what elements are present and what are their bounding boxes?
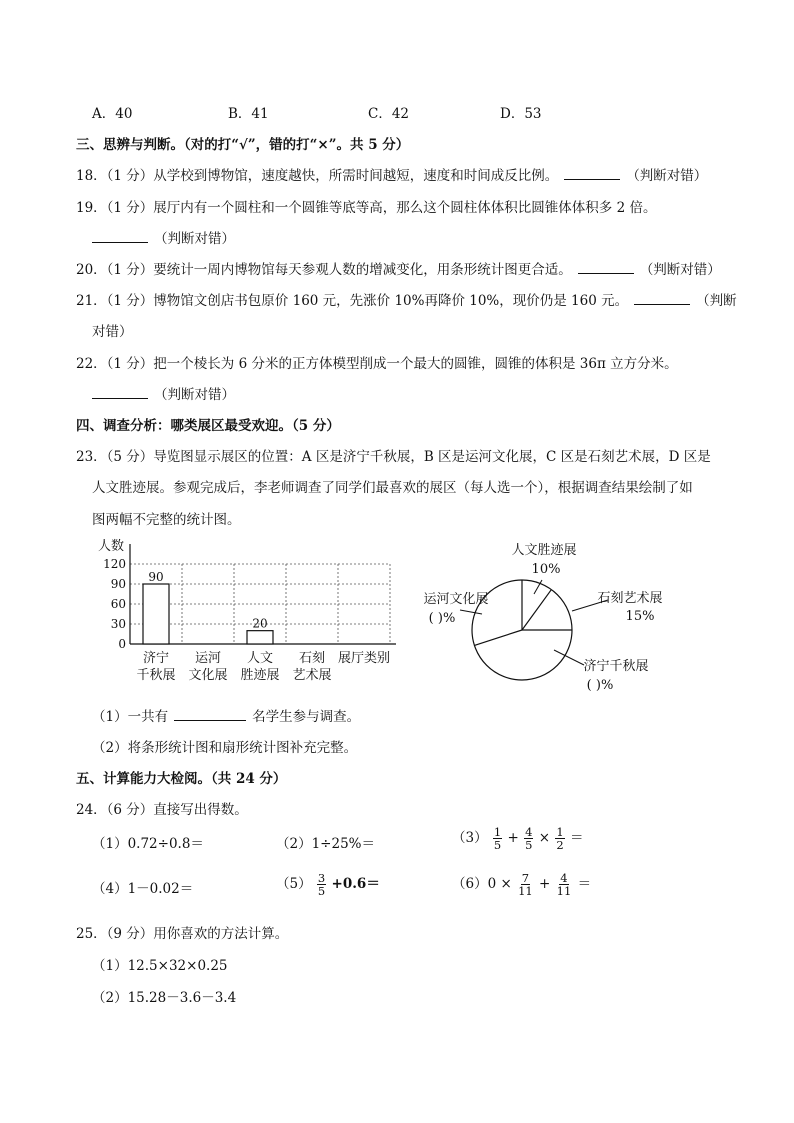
answer-blank-total-students[interactable]: [174, 706, 246, 721]
question-21-line2: 对错）: [92, 324, 133, 340]
x-category-label-line1: 石刻: [298, 651, 326, 666]
sub-question-1-pre: （1）一共有: [92, 709, 169, 725]
bar-data-label: 90: [148, 570, 164, 584]
operator: +: [539, 876, 551, 892]
calc-1: （1）0.72÷0.8＝: [92, 836, 204, 852]
calc-5-label: （5）: [276, 876, 312, 892]
numerator: 4: [560, 871, 568, 885]
calc-4: （4）1－0.02＝: [92, 881, 194, 897]
answer-blank-19[interactable]: [92, 228, 148, 243]
x-category-label-line1: 人文: [246, 651, 274, 666]
pie-chart: [412, 532, 682, 702]
choice-c: C．42: [368, 106, 410, 122]
numerator: 4: [525, 825, 533, 839]
pie-slice-label: 石刻艺术展: [597, 591, 663, 606]
answer-blank-18[interactable]: [564, 165, 620, 180]
answer-blank-22[interactable]: [92, 384, 148, 399]
x-category-label-line2: 千秋展: [136, 668, 176, 683]
bar-chart: [88, 532, 428, 692]
question-18-tail: （判断对错）: [626, 168, 708, 184]
fraction: [556, 872, 573, 897]
calc-5: [276, 872, 380, 897]
x-category-label-line2: 胜迹展: [240, 668, 280, 683]
question-20: [76, 258, 721, 278]
section5-title: 五、计算能力大检阅。（共 24 分）: [76, 771, 287, 787]
calc-d1: （1）12.5×32×0.25: [92, 958, 228, 974]
section3-title: 三、思辨与判断。（对的打“√”，错的打“×”。共 5 分）: [76, 137, 410, 153]
question-23-line3: 图两幅不完整的统计图。: [92, 512, 241, 528]
fraction: [524, 826, 533, 851]
numerator: 1: [556, 825, 564, 839]
x-category-label-line2: 文化展: [188, 668, 228, 683]
denominator: 11: [518, 884, 533, 898]
question-20-text: 20．（1 分）要统计一周内博物馆每天参观人数的增减变化，用条形统计图更合适。: [76, 262, 572, 278]
answer-blank-20[interactable]: [578, 259, 634, 274]
y-tick-label: 30: [110, 617, 126, 631]
calc-6: [452, 872, 591, 897]
question-21-line1: [76, 289, 737, 309]
y-tick-label: 0: [118, 637, 126, 651]
operator: +: [507, 830, 519, 846]
x-category-label-line1: 济宁: [142, 651, 170, 666]
question-21-tail: （判断: [696, 293, 737, 309]
answer-blank-21[interactable]: [634, 290, 690, 305]
numerator: 3: [317, 871, 326, 885]
y-tick-label: 120: [103, 557, 126, 571]
y-tick-label: 60: [110, 597, 126, 611]
calc-3: [452, 826, 583, 851]
question-18-text: 18．（1 分）从学校到博物馆，速度越快，所需时间越短，速度和时间成反比例。: [76, 168, 559, 184]
choice-d: D．53: [500, 106, 542, 122]
denominator: 11: [556, 884, 572, 898]
sub-question-1-post: 名学生参与调查。: [252, 709, 361, 725]
pie-slice-percent: ( )%: [586, 678, 614, 693]
question-20-tail: （判断对错）: [639, 262, 721, 278]
question-24: 24．（6 分）直接写出得数。: [76, 802, 248, 818]
calc-5-rest: +0.6＝: [331, 876, 380, 892]
pie-slice-percent: 10%: [531, 562, 561, 577]
question-21-text: 21．（1 分）博物馆文创店书包原价 160 元，先涨价 10%再降价 10%，现价仍是 160 元。: [76, 293, 629, 309]
bar-data-label: 20: [252, 616, 268, 631]
pie-slice-label: 济宁千秋展: [583, 659, 649, 674]
calc-d2: （2）15.28－3.6－3.4: [92, 990, 237, 1006]
operator: ×: [538, 830, 551, 846]
fraction: [555, 826, 564, 851]
equals: ＝: [577, 876, 592, 892]
question-25: 25．（9 分）用你喜欢的方法计算。: [76, 926, 289, 942]
question-23-line1: 23．（5 分）导览图显示展区的位置：A 区是济宁千秋展，B 区是运河文化展，C 区是石刻艺术展，D 区是: [76, 449, 711, 465]
choice-b: B．41: [228, 106, 269, 122]
question-19-tail: （判断对错）: [154, 231, 235, 247]
question-22-line2: [92, 383, 235, 403]
question-19-line1: 19．（1 分）展厅内有一个圆柱和一个圆锥等底等高，那么这个圆柱体体积比圆锥体体积多 2 倍。: [76, 200, 657, 216]
denominator: 5: [525, 838, 533, 852]
denominator: 2: [556, 838, 564, 852]
question-19-line2: [92, 227, 235, 247]
calc-3-label: （3）: [452, 830, 488, 846]
calc-6-label: （6）0 ×: [452, 876, 512, 892]
question-23-line2: 人文胜迹展。参观完成后，李老师调查了同学们最喜欢的展区（每人选一个），根据调查结果绘制了如: [92, 480, 693, 496]
x-category-label-line2: 艺术展: [292, 668, 332, 683]
x-category-label-line1: 运河: [194, 651, 222, 666]
y-tick-label: 90: [110, 577, 126, 591]
numerator: 1: [493, 825, 502, 839]
choice-a: A．40: [92, 106, 133, 122]
x-axis-label: 展厅类别: [337, 651, 391, 666]
calc-2: （2）1÷25%＝: [276, 836, 375, 852]
numerator: 7: [521, 871, 530, 885]
section4-title: 四、调查分析：哪类展区最受欢迎。（5 分）: [76, 418, 340, 434]
pie-slice-label: 运河文化展: [423, 592, 489, 607]
bar: [143, 584, 169, 644]
pie-slice-label: 人文胜迹展: [511, 543, 577, 558]
y-axis-label: 人数: [98, 539, 125, 554]
fraction: [493, 826, 502, 851]
bar: [247, 631, 273, 644]
question-22-line1: 22．（1 分）把一个棱长为 6 分米的正方体模型削成一个最大的圆锥，圆锥的体积是 36π 立方分米。: [76, 356, 678, 372]
denominator: 5: [493, 838, 502, 852]
equals: ＝: [569, 830, 584, 846]
pie-slice-percent: 15%: [625, 609, 655, 624]
denominator: 5: [317, 884, 326, 898]
pie-slice-percent: ( )%: [428, 611, 456, 626]
question-22-tail: （判断对错）: [154, 387, 235, 403]
sub-question-1: [92, 705, 360, 725]
question-18: [76, 164, 707, 184]
fraction: [517, 872, 534, 897]
fraction: [317, 872, 326, 897]
sub-question-2: （2）将条形统计图和扇形统计图补充完整。: [92, 740, 358, 756]
